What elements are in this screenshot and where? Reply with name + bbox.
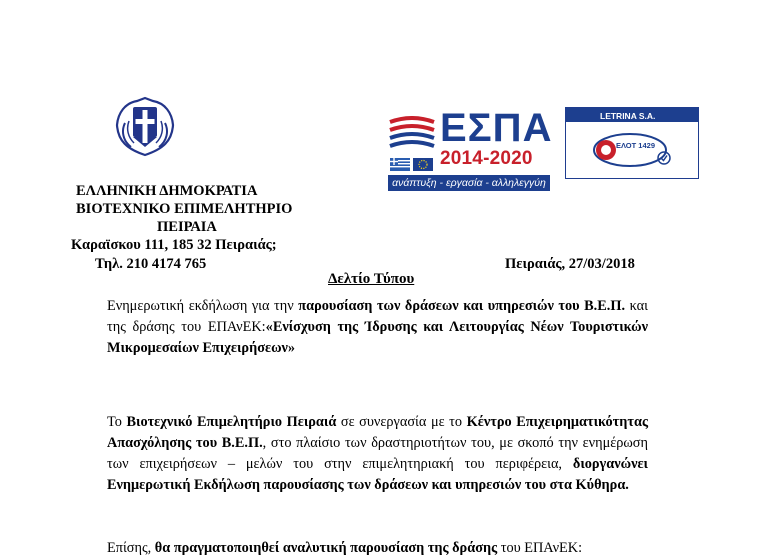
body-paragraph-2: [107, 538, 648, 559]
certification-seal-icon: [590, 128, 674, 172]
intro-bold-2: «Ενίσχυση της Ίδρυσης και Λειτουργίας Νέων Τουριστικών Μικρομεσαίων Επιχειρήσεων»: [107, 319, 649, 356]
body2-bold-1: θα πραγματοποιηθεί αναλυτική παρουσίαση της δράσης: [154, 540, 498, 556]
body1-bold-2: Κέντρο Επιχειρηματικότητας Απασχόλησης του Β.Ε.Π.: [107, 414, 648, 451]
header-country: ΕΛΛΗΝΙΚΗ ΔΗΜΟΚΡΑΤΙΑ: [76, 183, 258, 199]
greek-coat-of-arms-icon: [111, 93, 179, 161]
body1-text-2: σε συνεργασία με το: [336, 414, 467, 430]
espa-wordmark: ΕΣΠΑ: [440, 106, 553, 150]
intro-text-1: Ενημερωτική εκδήλωση για την: [107, 298, 299, 314]
body1-text-1: Το: [107, 414, 127, 430]
espa-years: 2014-2020: [440, 148, 533, 169]
header-city: ΠΕΙΡΑΙΑ: [157, 219, 217, 235]
letrina-name: LETRINA S.A.: [600, 111, 656, 121]
intro-text-2: και της δράσης του ΕΠΑνΕΚ:: [107, 298, 648, 335]
header-chamber: ΒΙΟΤΕΧΝΙΚΟ ΕΠΙΜΕΛΗΤΗΡΙΟ: [76, 201, 293, 217]
espa-waves-icon: [388, 116, 436, 156]
flags-icon: [390, 156, 434, 172]
header-place-date: Πειραιάς, 27/03/2018: [505, 256, 635, 272]
body1-bold-3: διοργανώνει Ενημερωτική Εκδήλωση παρουσίασης των δράσεων και υπηρεσιών του στα Κύθηρα.: [107, 456, 648, 493]
letrina-certificate: ΕΛΟΤ 1429: [616, 141, 655, 150]
letrina-logo: [565, 107, 699, 179]
body2-text-2: του ΕΠΑνΕΚ:: [497, 540, 583, 556]
body1-bold-1: Βιοτεχνικό Επιμελητήριο Πειραιά: [126, 414, 337, 430]
intro-bold-1: παρουσίαση των δράσεων και υπηρεσιών του Β.Ε.Π.: [298, 298, 626, 314]
doc-title: Δελτίο Τύπου: [328, 271, 415, 287]
header-address: Καραϊσκου 111, 185 32 Πειραιάς;: [71, 237, 277, 253]
body2-text-1: Επίσης,: [107, 540, 155, 556]
body1-text-3: , στο πλαίσιο των δραστηριοτήτων του, με σκοπό την ενημέρωση των επιχειρήσεων – μελών του στην επιμελητηριακή του περιφέρεια,: [107, 435, 648, 472]
intro-paragraph: [107, 296, 648, 359]
body-paragraph-1: [107, 412, 648, 496]
espa-logo: [388, 106, 553, 192]
header-phone: Τηλ. 210 4174 765: [95, 256, 207, 272]
espa-tagline: ανάπτυξη - εργασία - αλληλεγγύη: [388, 175, 550, 191]
